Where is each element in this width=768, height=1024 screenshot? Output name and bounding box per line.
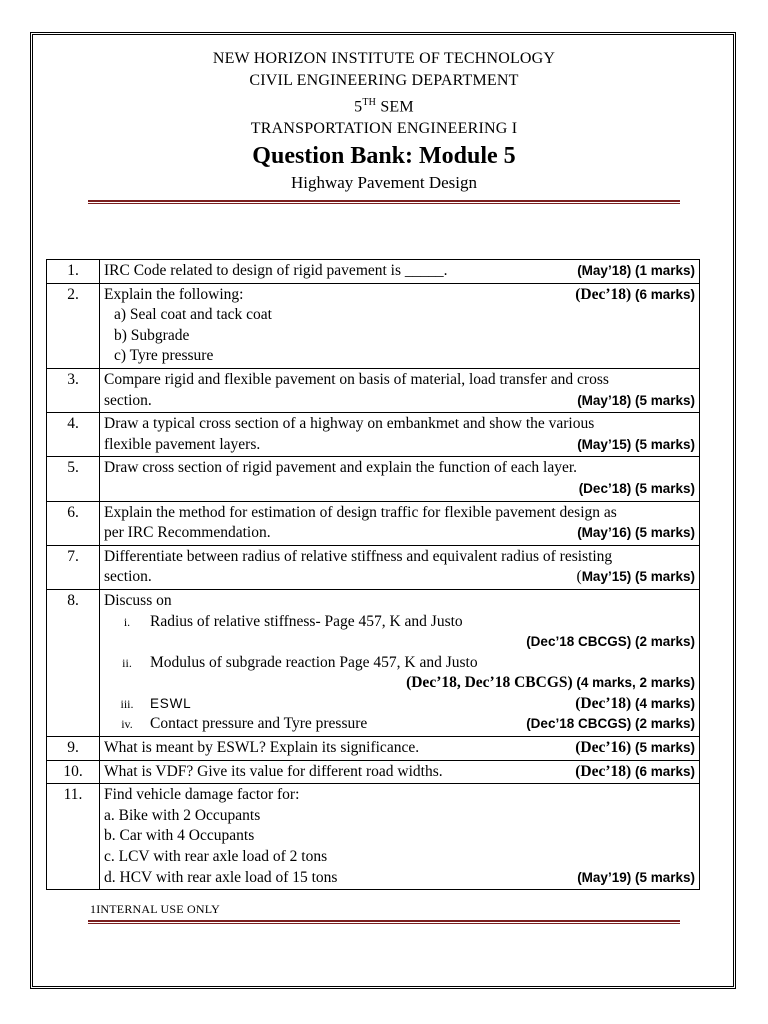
- table-row: [47, 501, 700, 545]
- question-marks: (May’16) (5 marks): [577, 525, 695, 541]
- sub-item: i. Radius of relative stiffness- Page 457, K and Justo: [123, 612, 463, 630]
- sub-item: iii. ESWL (Dec’18) (4 marks): [104, 694, 695, 715]
- question-number: 10.: [47, 760, 100, 784]
- question-marks: (Dec’18) (4 marks): [575, 694, 695, 712]
- table-row: [47, 784, 700, 890]
- question-marks: (Dec’18) (5 marks): [578, 480, 695, 496]
- question-number: 2.: [47, 283, 100, 368]
- question-table: [46, 259, 700, 890]
- question-marks: (Dec’16) (5 marks): [575, 739, 695, 757]
- header-divider: [88, 200, 680, 202]
- question-marks: (Dec’18 CBCGS) (2 marks): [526, 634, 695, 650]
- table-row: [47, 413, 700, 457]
- table-row: [47, 260, 700, 284]
- table-row: [47, 545, 700, 589]
- question-text: Explain the method for estimation of design traffic for flexible pavement design as: [104, 503, 617, 521]
- question-text: Find vehicle damage factor for:: [104, 786, 300, 804]
- department-name: CIVIL ENGINEERING DEPARTMENT: [249, 72, 519, 89]
- question-number: 5.: [47, 457, 100, 501]
- question-number: 11.: [47, 784, 100, 890]
- question-text: flexible pavement layers.: [104, 435, 261, 453]
- sub-item: a) Seal coat and tack coat: [114, 306, 272, 324]
- question-number: 7.: [47, 545, 100, 589]
- question-text: section.: [104, 391, 152, 409]
- question-text: section.: [104, 568, 152, 586]
- question-text: Discuss on: [104, 591, 172, 609]
- question-marks: (Dec’18) (6 marks): [575, 762, 695, 780]
- question-text: Explain the following:: [104, 285, 244, 303]
- question-number: 9.: [47, 737, 100, 761]
- sub-item: b) Subgrade: [114, 326, 190, 344]
- question-text: What is meant by ESWL? Explain its significance.: [104, 739, 420, 757]
- question-marks: (May’19) (5 marks): [577, 869, 695, 885]
- question-marks: (Dec’18) (6 marks): [575, 285, 695, 303]
- question-text: Differentiate between radius of relative stiffness and equivalent radius of resisting: [104, 547, 613, 565]
- page-title: Question Bank: Module 5: [252, 143, 516, 170]
- sub-item: c) Tyre pressure: [114, 347, 214, 365]
- question-marks: (May’18) (1 marks): [577, 263, 695, 278]
- question-marks: (May’18) (5 marks): [577, 392, 695, 408]
- question-number: 6.: [47, 501, 100, 545]
- sub-item: c. LCV with rear axle load of 2 tons: [104, 848, 328, 866]
- sub-item: b. Car with 4 Occupants: [104, 827, 255, 845]
- question-number: 4.: [47, 413, 100, 457]
- page-subtitle: Highway Pavement Design: [290, 173, 478, 193]
- subject-name: TRANSPORTATION ENGINEERING I: [250, 120, 518, 138]
- question-marks: (Dec’18 CBCGS) (2 marks): [526, 716, 695, 732]
- table-row: [47, 737, 700, 761]
- sub-item: d. HCV with rear axle load of 15 tons: [104, 868, 338, 886]
- footer-text: 1INTERNAL USE ONLY: [90, 902, 220, 916]
- question-number: 1.: [47, 260, 100, 284]
- semester: 5TH SEM: [354, 97, 414, 116]
- table-row: [47, 457, 700, 501]
- question-marks: (May’15) (5 marks): [577, 436, 695, 452]
- footer-divider: [88, 920, 680, 922]
- institute-name: NEW HORIZON INSTITUTE OF TECHNOLOGY: [212, 50, 556, 67]
- table-row: [47, 368, 700, 412]
- table-row: [47, 283, 700, 368]
- question-text: IRC Code related to design of rigid pavement is _____.: [104, 262, 448, 279]
- question-marks: (May’15) (5 marks): [576, 568, 695, 586]
- question-text: Compare rigid and flexible pavement on basis of material, load transfer and cross: [104, 370, 609, 388]
- table-row: [47, 760, 700, 784]
- sub-item: a. Bike with 2 Occupants: [104, 806, 261, 824]
- question-text: per IRC Recommendation.: [104, 524, 271, 542]
- sub-item: ii. Modulus of subgrade reaction Page 457, K and Justo: [122, 653, 478, 671]
- sub-item: iv. Contact pressure and Tyre pressure (Dec’18 CBCGS) (2 marks): [104, 714, 695, 735]
- question-number: 8.: [47, 589, 100, 736]
- question-text: Draw cross section of rigid pavement and explain the function of each layer.: [104, 459, 578, 477]
- question-text: Draw a typical cross section of a highway on embankmet and show the various: [104, 415, 595, 433]
- document-header: [34, 48, 734, 195]
- question-text: What is VDF? Give its value for different road widths.: [104, 762, 443, 780]
- table-row: [47, 589, 700, 736]
- question-marks: (Dec’18, Dec’18 CBCGS) (4 marks, 2 marks): [406, 674, 695, 692]
- question-number: 3.: [47, 368, 100, 412]
